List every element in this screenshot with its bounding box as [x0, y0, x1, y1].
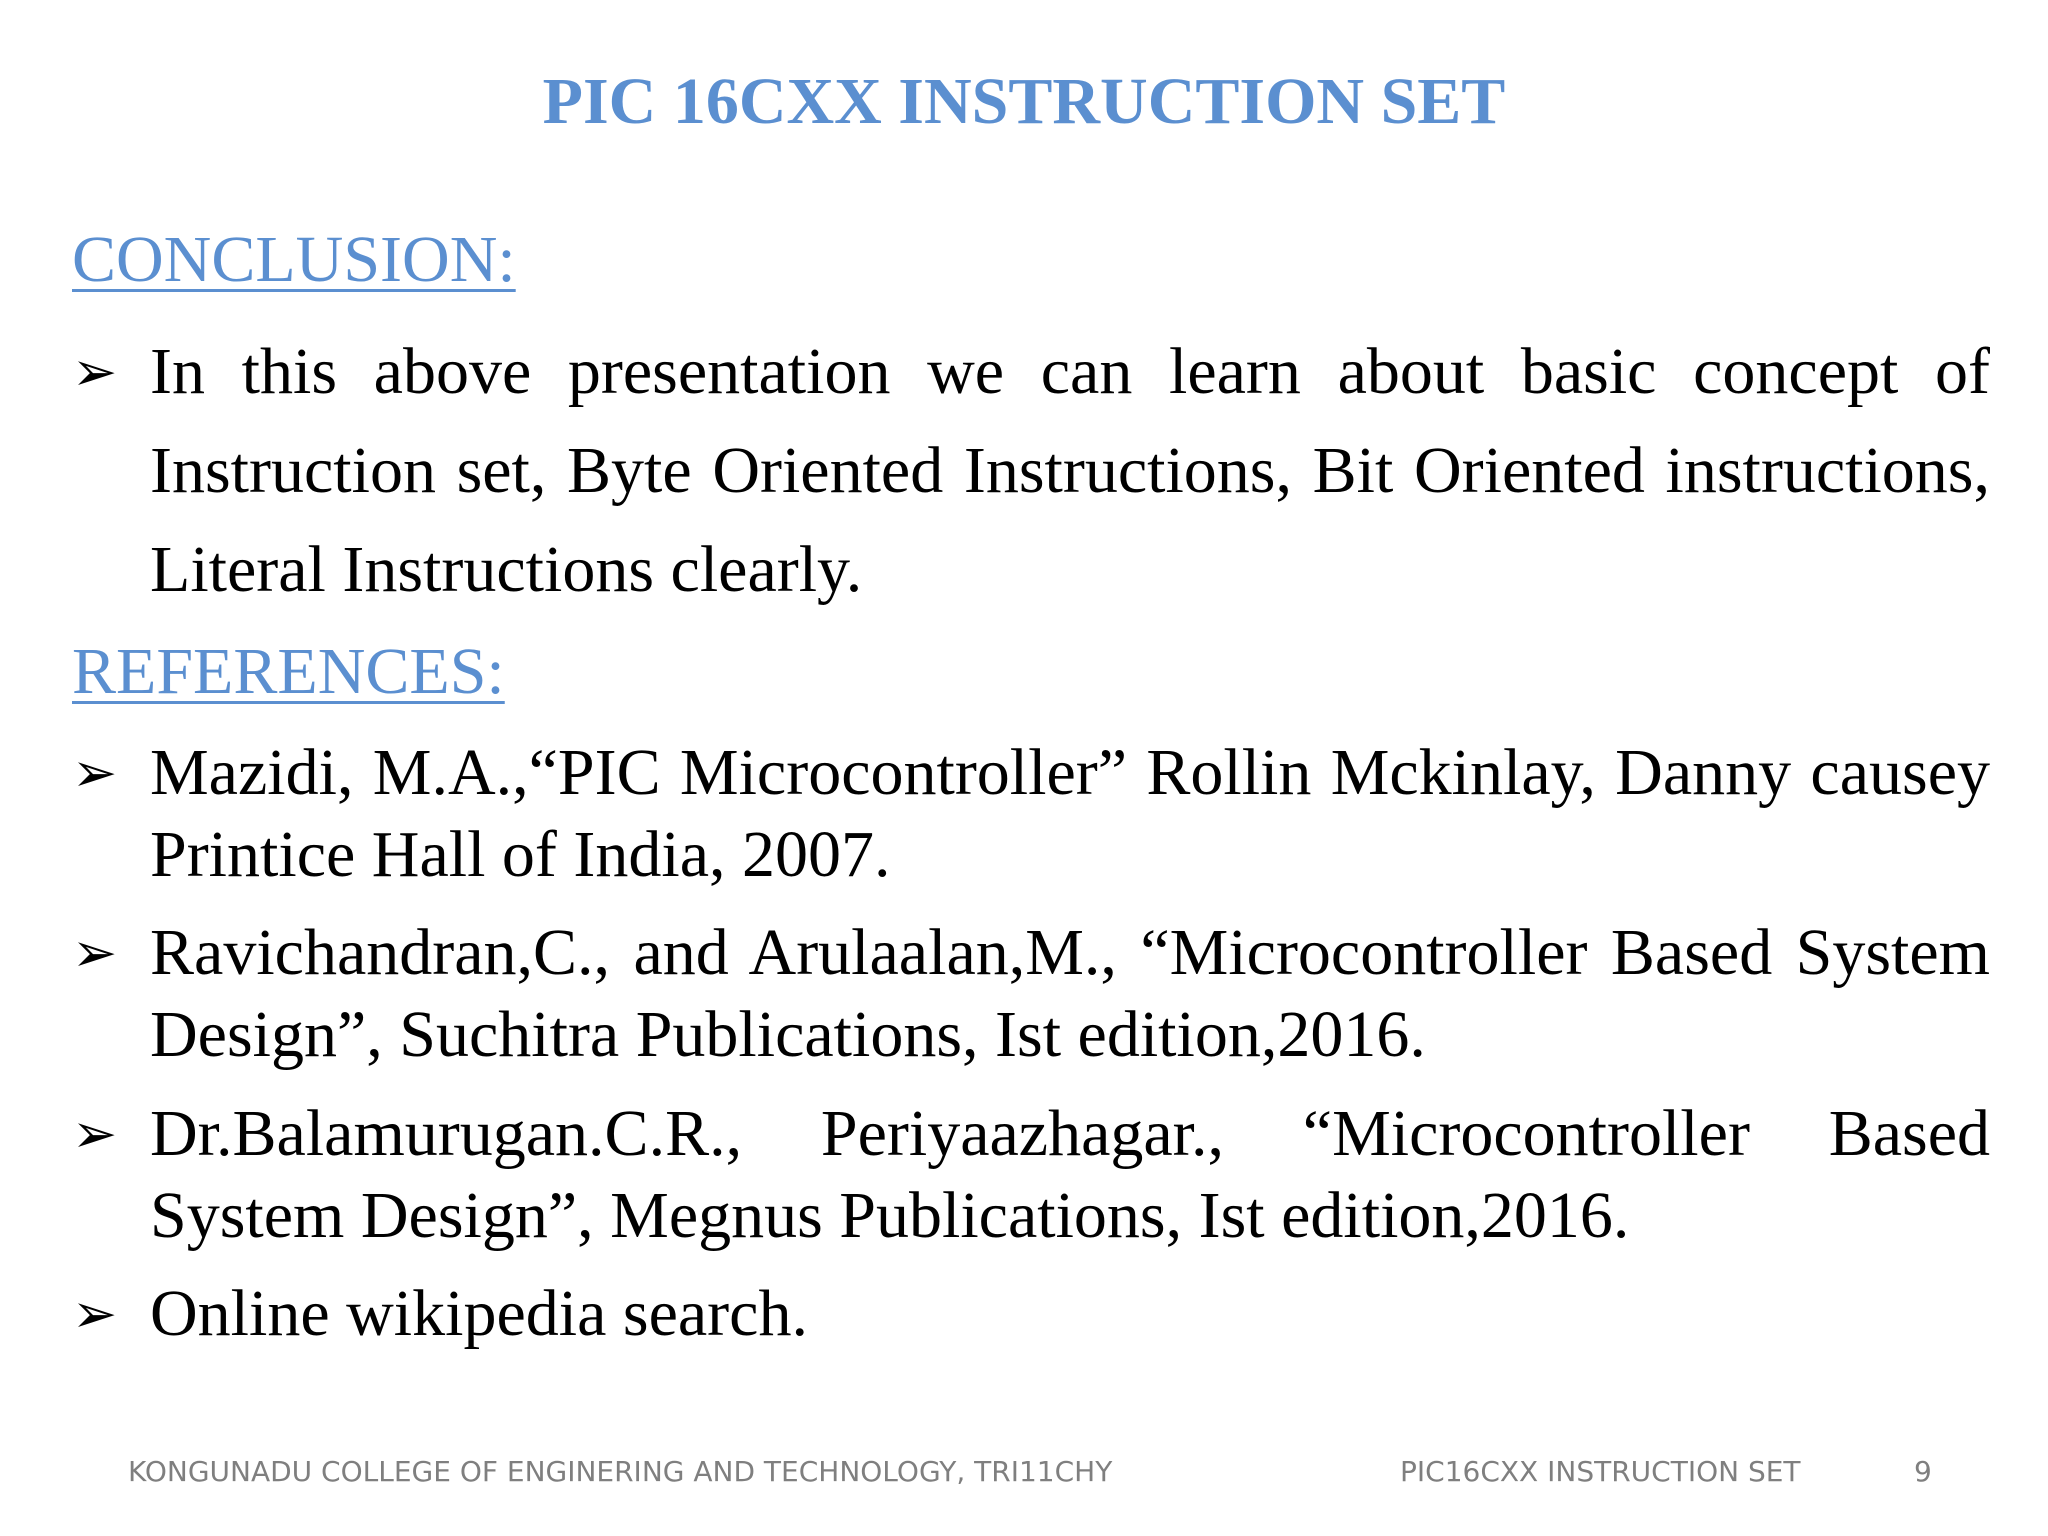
- arrow-bullet-icon: ➢: [72, 340, 118, 403]
- conclusion-item: [72, 322, 1990, 619]
- reference-text: Dr.Balamurugan.C.R., Periyaazhagar., “Microcontroller Based System Design”, Megnus Publications, Ist edition,2016.: [150, 1097, 1990, 1252]
- footer-topic: PIC16CXX INSTRUCTION SET: [1400, 1455, 1801, 1488]
- reference-text: Ravichandran,C., and Arulaalan,M., “Microcontroller Based System Design”, Suchitra Publications, Ist edition,2016.: [150, 916, 1990, 1071]
- arrow-bullet-icon: ➢: [72, 741, 118, 804]
- reference-text: Mazidi, M.A.,“PIC Microcontroller” Rollin Mckinlay, Danny causey Printice Hall of India, 2007.: [150, 736, 1990, 891]
- reference-item: [72, 1093, 1990, 1257]
- footer-institution: KONGUNADU COLLEGE OF ENGINERING AND TECHNOLOGY, TRI11CHY: [128, 1455, 1113, 1488]
- arrow-bullet-icon: ➢: [72, 921, 118, 984]
- reference-text: Online wikipedia search.: [150, 1277, 808, 1350]
- slide-title: PIC 16CXX INSTRUCTION SET: [542, 65, 1506, 138]
- conclusion-heading: CONCLUSION:: [72, 223, 516, 296]
- references-heading: REFERENCES:: [72, 635, 505, 708]
- arrow-bullet-icon: ➢: [72, 1282, 118, 1345]
- reference-item: [72, 912, 1990, 1076]
- reference-item: [72, 732, 1990, 896]
- conclusion-text: In this above presentation we can learn about basic concept of Instruction set, Byte Oriented Instructions, Bit Oriented instructions, Literal Instructions clearly.: [150, 335, 1990, 606]
- reference-item: [72, 1273, 1990, 1355]
- arrow-bullet-icon: ➢: [72, 1102, 118, 1165]
- page-number: 9: [1914, 1455, 1932, 1488]
